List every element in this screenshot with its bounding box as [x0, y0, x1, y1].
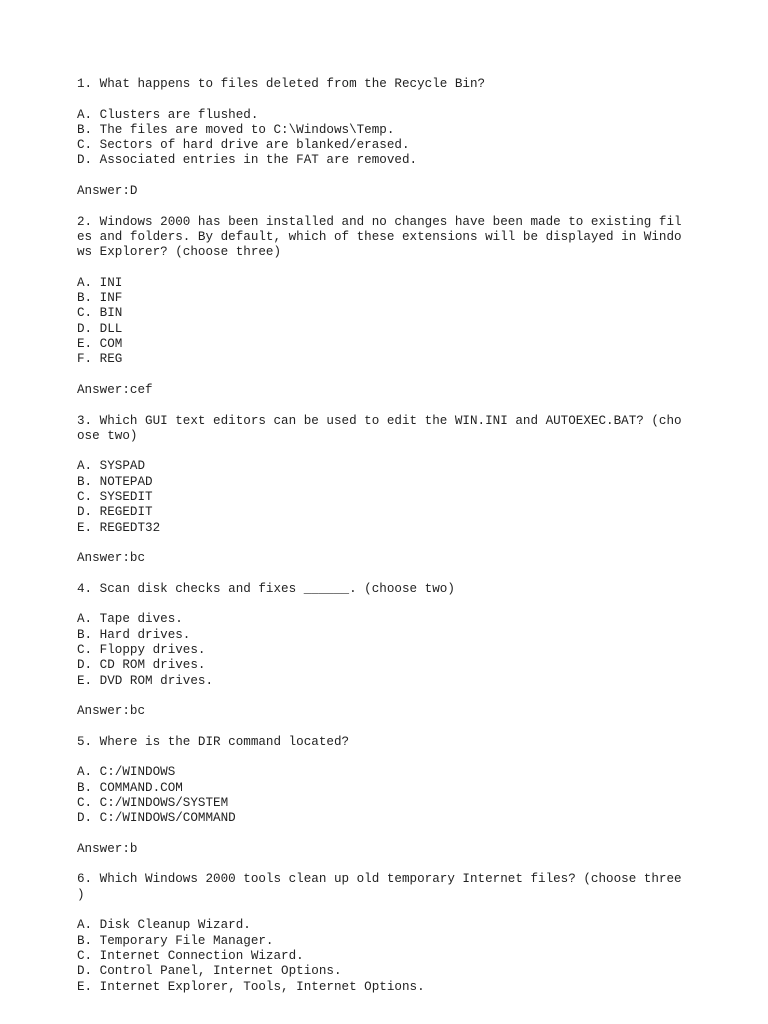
answer-option: A. Clusters are flushed. [77, 107, 259, 122]
spacer [77, 567, 697, 582]
spacer [77, 750, 697, 765]
answer-option: E. COM [77, 337, 123, 352]
spacer [77, 92, 697, 107]
question-block [77, 582, 697, 735]
answer-key: Answer:b [77, 841, 138, 856]
question-block [77, 215, 697, 414]
spacer [77, 444, 697, 459]
question-block [77, 735, 697, 873]
answer-option: C. Floppy drives. [77, 642, 206, 657]
answer-option: E. REGEDT32 [77, 520, 161, 535]
answer-option: B. COMMAND.COM [77, 780, 183, 795]
answer-key: Answer:bc [77, 551, 146, 566]
spacer [77, 689, 697, 704]
question-text: ) [77, 887, 85, 902]
answer-option: B. The files are moved to C:\Windows\Temp. [77, 122, 395, 137]
answer-key: Answer:cef [77, 382, 153, 397]
question-text: 3. Which GUI text editors can be used to edit the WIN.INI and AUTOEXEC.BAT? (cho [77, 413, 682, 428]
spacer [77, 536, 697, 551]
answer-option: D. CD ROM drives. [77, 658, 206, 673]
answer-option: C. C:/WINDOWS/SYSTEM [77, 795, 229, 810]
answer-option: A. SYSPAD [77, 459, 146, 474]
answer-option: A. C:/WINDOWS [77, 765, 176, 780]
question-text: es and folders. By default, which of these extensions will be displayed in Windo [77, 229, 682, 244]
question-text: ose two) [77, 428, 138, 443]
spacer [77, 169, 697, 184]
question-text: 5. Where is the DIR command located? [77, 734, 350, 749]
spacer [77, 398, 697, 413]
question-text: 6. Which Windows 2000 tools clean up old temporary Internet files? (choose three [77, 872, 682, 887]
answer-option: C. Sectors of hard drive are blanked/erased. [77, 138, 410, 153]
spacer [77, 857, 697, 872]
answer-option: F. REG [77, 352, 123, 367]
answer-option: D. Control Panel, Internet Options. [77, 964, 342, 979]
question-block [77, 414, 697, 582]
answer-option: C. BIN [77, 306, 123, 321]
question-text: ws Explorer? (choose three) [77, 245, 282, 260]
answer-option: A. Tape dives. [77, 612, 183, 627]
answer-option: E. Internet Explorer, Tools, Internet Options. [77, 979, 425, 994]
spacer [77, 719, 697, 734]
answer-option: A. Disk Cleanup Wizard. [77, 918, 251, 933]
answer-option: E. DVD ROM drives. [77, 673, 214, 688]
spacer [77, 597, 697, 612]
answer-option: D. DLL [77, 321, 123, 336]
answer-option: B. Hard drives. [77, 627, 191, 642]
answer-option: B. NOTEPAD [77, 474, 153, 489]
answer-option: B. INF [77, 291, 123, 306]
answer-option: C. SYSEDIT [77, 490, 153, 505]
question-block [77, 77, 697, 215]
question-block [77, 872, 697, 994]
answer-key: Answer:D [77, 184, 138, 199]
answer-option: C. Internet Connection Wizard. [77, 948, 304, 963]
spacer [77, 368, 697, 383]
question-text: 2. Windows 2000 has been installed and no changes have been made to existing fil [77, 214, 682, 229]
answer-key: Answer:bc [77, 704, 146, 719]
spacer [77, 199, 697, 214]
document-page [77, 77, 697, 995]
question-text: 4. Scan disk checks and fixes ______. (choose two) [77, 581, 455, 596]
answer-option: D. C:/WINDOWS/COMMAND [77, 811, 236, 826]
question-text: 1. What happens to files deleted from the Recycle Bin? [77, 77, 486, 91]
spacer [77, 903, 697, 918]
answer-option: D. REGEDIT [77, 505, 153, 520]
spacer [77, 261, 697, 276]
spacer [77, 827, 697, 842]
answer-option: B. Temporary File Manager. [77, 933, 274, 948]
answer-option: D. Associated entries in the FAT are removed. [77, 153, 418, 168]
answer-option: A. INI [77, 275, 123, 290]
